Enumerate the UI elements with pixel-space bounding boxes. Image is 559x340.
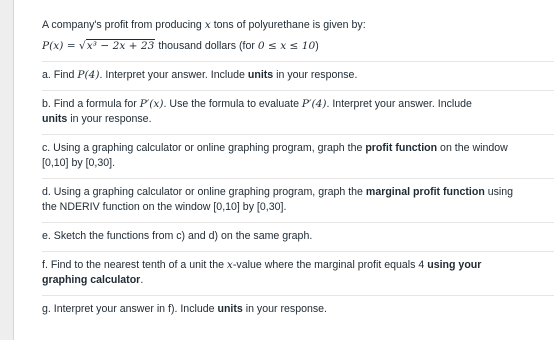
- part-b-bold: units: [42, 113, 68, 125]
- divider: [42, 134, 554, 135]
- part-c-bold: profit function: [365, 142, 438, 154]
- part-d-bold: marginal profit function: [365, 186, 485, 198]
- part-f-bold2: graphing calculator: [42, 274, 141, 286]
- part-f: [42, 258, 559, 273]
- part-f-mid: -value where the marginal profit equals 4: [232, 259, 428, 271]
- part-a-bold: units: [247, 69, 274, 81]
- part-b-math2: P′(4): [301, 98, 327, 110]
- part-g-post: in your response.: [242, 303, 328, 315]
- part-d-pre: d. Using a graphing calculator or online graphing program, graph the: [42, 186, 366, 198]
- question-panel: [13, 0, 559, 340]
- part-b-mid: . Use the formula to evaluate: [163, 98, 302, 110]
- part-f-line2: [42, 273, 559, 288]
- part-e-text: e. Sketch the functions from c) and d) on the same graph.: [42, 230, 313, 242]
- divider: [42, 251, 554, 252]
- formula-end: ): [315, 40, 319, 52]
- part-b: [42, 97, 559, 112]
- profit-formula: [42, 39, 559, 54]
- intro-var: x: [204, 19, 211, 31]
- divider: [42, 90, 554, 91]
- part-a-math: P(4): [77, 69, 100, 81]
- part-d-post: using: [484, 186, 514, 198]
- part-a: [42, 68, 559, 83]
- part-d-line2: [42, 200, 559, 215]
- part-c-window: [0,10] by [0,30].: [42, 157, 116, 169]
- formula-radicand: x³ − 2x + 23: [86, 40, 155, 52]
- part-c-post: on the window: [437, 142, 508, 154]
- formula-domain: 0 ≤ x ≤ 10: [257, 40, 316, 52]
- divider: [42, 61, 554, 62]
- part-f-end: .: [140, 274, 144, 286]
- part-g-bold: units: [217, 303, 243, 315]
- intro-text: [42, 18, 559, 33]
- sqrt-symbol: √: [78, 40, 86, 52]
- part-c: [42, 141, 559, 156]
- formula-units: thousand dollars (for: [155, 40, 258, 52]
- divider: [42, 178, 554, 179]
- part-b-pre: b. Find a formula for: [42, 98, 140, 110]
- divider: [42, 295, 554, 296]
- part-d: [42, 185, 559, 200]
- part-f-math: x: [226, 259, 233, 271]
- part-b-line2: [42, 112, 559, 127]
- intro-post: tons of polyurethane is given by:: [210, 19, 366, 31]
- part-a-end: in your response.: [273, 69, 358, 81]
- part-g: [42, 302, 559, 317]
- formula-lhs: P(x) =: [42, 40, 79, 52]
- part-a-post: . Interpret your answer. Include: [99, 69, 248, 81]
- part-c-pre: c. Using a graphing calculator or online graphing program, graph the: [42, 142, 366, 154]
- divider: [42, 222, 554, 223]
- intro-pre: A company's profit from producing: [42, 19, 205, 31]
- part-e: [42, 229, 559, 244]
- part-a-pre: a. Find: [42, 69, 78, 81]
- part-d-window: the NDERIV function on the window [0,10] by [0,30].: [42, 201, 287, 213]
- part-c-line2: [42, 156, 559, 171]
- part-f-bold1: using your: [427, 259, 482, 271]
- part-g-pre: g. Interpret your answer in f). Include: [42, 303, 218, 315]
- part-b-end: in your response.: [67, 113, 152, 125]
- part-b-math1: P′(x): [139, 98, 164, 110]
- part-f-pre: f. Find to the nearest tenth of a unit the: [42, 259, 227, 271]
- part-b-post: . Interpret your answer. Include: [326, 98, 472, 110]
